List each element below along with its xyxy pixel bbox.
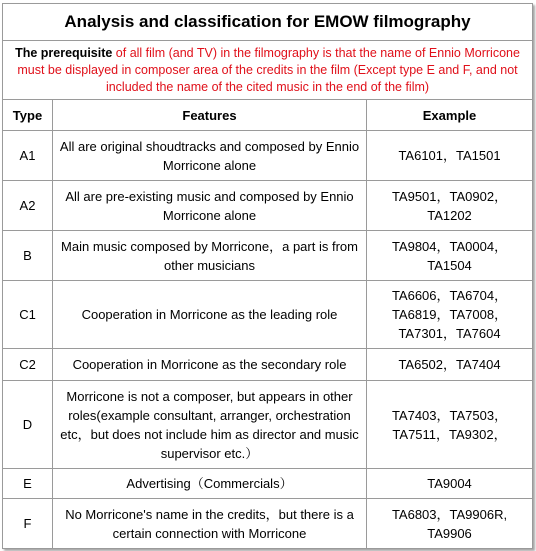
example-cell: TA6502，TA7404 — [367, 349, 533, 381]
classification-table — [2, 3, 533, 549]
column-header-type: Type — [3, 100, 53, 131]
type-cell: D — [3, 381, 53, 469]
prerequisite-row — [3, 41, 533, 100]
example-cell: TA6606，TA6704，TA6819，TA7008，TA7301，TA7604 — [367, 281, 533, 349]
features-cell: Advertising（Commercials） — [53, 469, 367, 499]
features-cell: All are pre-existing music and composed by Ennio Morricone alone — [53, 181, 367, 231]
example-cell: TA6101，TA1501 — [367, 131, 533, 181]
table-row — [3, 281, 533, 349]
prerequisite-note — [3, 41, 533, 100]
type-cell: C2 — [3, 349, 53, 381]
type-cell: A1 — [3, 131, 53, 181]
features-cell: Cooperation in Morricone as the secondary role — [53, 349, 367, 381]
table-row — [3, 349, 533, 381]
title-row — [3, 4, 533, 41]
features-cell: No Morricone's name in the credits，but there is a certain connection with Morricone — [53, 499, 367, 549]
type-cell: F — [3, 499, 53, 549]
prerequisite-label: The prerequisite — [15, 45, 113, 60]
table-row — [3, 231, 533, 281]
features-cell: All are original shoudtracks and composed by Ennio Morricone alone — [53, 131, 367, 181]
type-cell: E — [3, 469, 53, 499]
example-cell: TA6803，TA9906R, TA9906 — [367, 499, 533, 549]
features-cell: Morricone is not a composer, but appears in other roles(example consultant, arranger, orchestration etc，but does not include him as director and music supervisor etc.） — [53, 381, 367, 469]
features-cell: Main music composed by Morricone，a part is from other musicians — [53, 231, 367, 281]
example-cell: TA7403，TA7503，TA7511，TA9302， — [367, 381, 533, 469]
example-cell: TA9804，TA0004，TA1504 — [367, 231, 533, 281]
prerequisite-text: of all film (and TV) in the filmography is that the name of Ennio Morricone must be displayed in composer area of the credits in the film (Except type E and F, and not included the name of the cited music in the end of the film) — [17, 45, 520, 94]
example-cell: TA9501，TA0902，TA1202 — [367, 181, 533, 231]
header-row — [3, 100, 533, 131]
column-header-example: Example — [367, 100, 533, 131]
table-row — [3, 499, 533, 549]
table-row — [3, 181, 533, 231]
features-cell: Cooperation in Morricone as the leading role — [53, 281, 367, 349]
table-row — [3, 131, 533, 181]
emow-classification-document — [2, 0, 532, 549]
type-cell: A2 — [3, 181, 53, 231]
table-row — [3, 381, 533, 469]
type-cell: C1 — [3, 281, 53, 349]
example-cell: TA9004 — [367, 469, 533, 499]
type-cell: B — [3, 231, 53, 281]
column-header-features: Features — [53, 100, 367, 131]
table-row — [3, 469, 533, 499]
table-title: Analysis and classification for EMOW filmography — [3, 4, 533, 41]
